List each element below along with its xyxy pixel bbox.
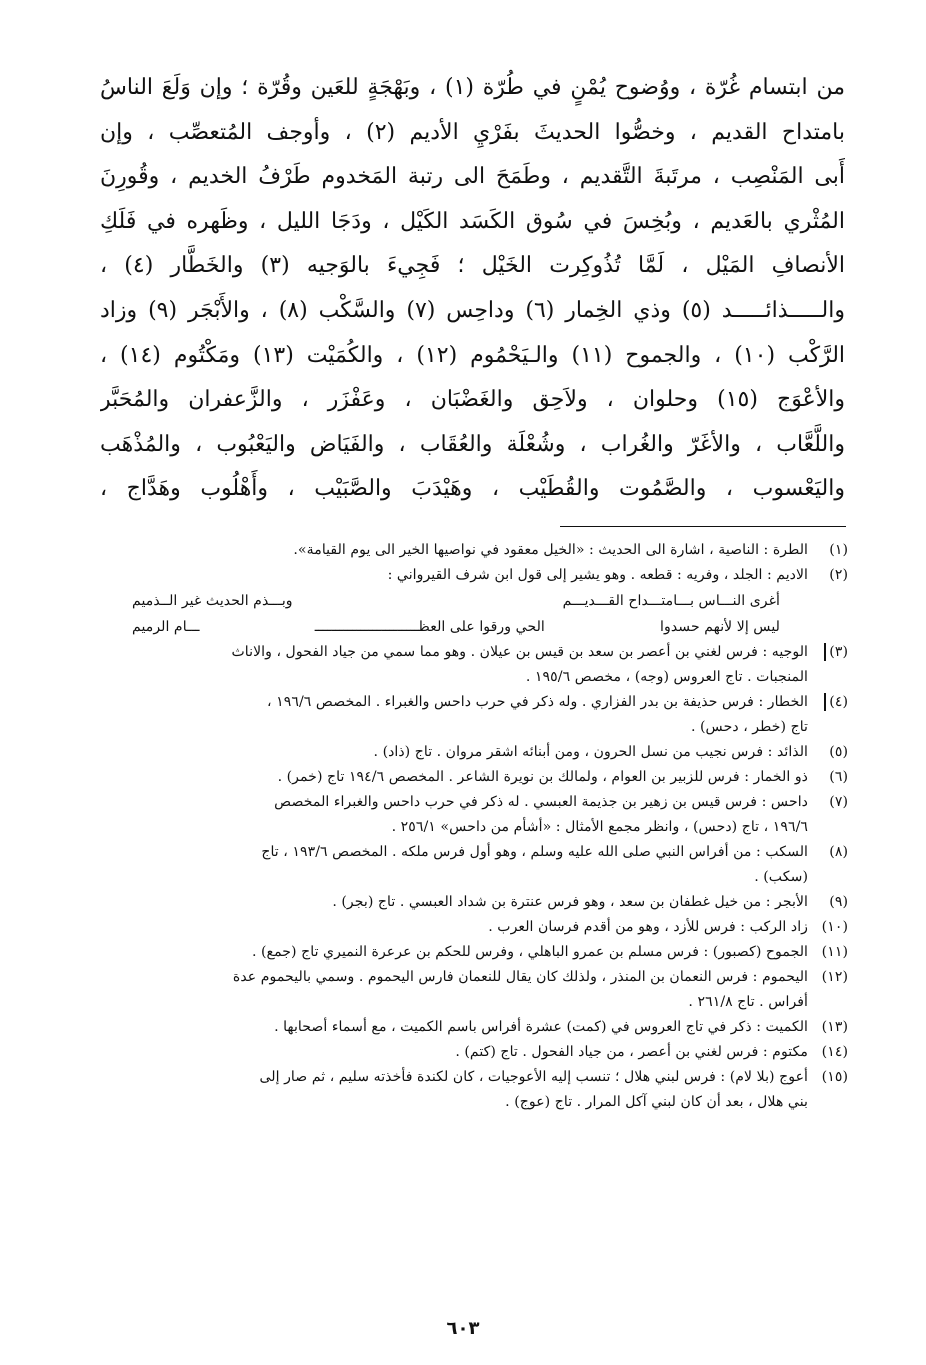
footnote-number: (٢) — [829, 567, 848, 583]
hemistich: ـــام الرميم — [132, 619, 200, 635]
main-text-line: بامتداح القديم ، وخصُّوا الحديثَ بفَرْيِ الأديم (٢) ، وأوجف المُتعصِّب ، وإن — [100, 119, 845, 145]
footnote-text: الطرة : الناصية ، اشارة الى الحديث : «الخيل معقود في نواصيها الخير الى يوم القيامة». — [293, 542, 808, 558]
footnote-text: اليحموم : فرس النعمان بن المنذر ، ولذلك كان يقال للنعمان فارس اليحموم . وسمي باليحموم عدة — [232, 969, 808, 985]
footnote-text: الاديم : الجلد ، وفريه : قطعه . وهو يشير إلى قول ابن شرف القيرواني : — [387, 567, 808, 583]
footnote-number: (١٤) — [821, 1044, 848, 1060]
footnote-text: الجموح (كصبور) : فرس مسلم بن عمرو الباهلي ، وفرس للحكم بن عرعرة النميري تاج (جمع) . — [251, 944, 808, 960]
footnotes — [100, 538, 848, 1115]
footnote-11 — [100, 940, 848, 965]
footnote-text: ذو الخمار : فرس للزبير بن العوام ، ولمالك بن نويرة الشاعر . المخصص ١٩٤/٦ تاج (خمر) . — [277, 769, 808, 785]
footnote-number: (١١) — [821, 944, 848, 960]
footnote-number: (٨) — [829, 844, 848, 860]
main-text-line: من ابتسام غُرّة ، ووُضوح يُمْنٍ في طُرّة (١) ، وبَهْجَةٍ للعَين وقُرّة ؛ وإن وَلَعَ الناسُ — [100, 75, 845, 100]
footnote-14 — [100, 1040, 848, 1065]
footnote-number: (١٥) — [821, 1069, 848, 1085]
footnote-13 — [100, 1015, 848, 1040]
footnote-text: المنجبات . تاج العروس (وجه) ، مخصص ١٩٥/٦ . — [525, 669, 808, 685]
footnote-10 — [100, 915, 848, 940]
main-text-line: الرَّكْب (١٠) ، والجموح (١١) والـيَحْمُوم (١٢) ، والكُمَيْت (١٣) ومَكْتُوم (١٤) ، — [100, 342, 845, 368]
footnote-text: الكميت : ذكر في تاج العروس في (كمت) عشرة أفراس باسم الكميت ، مع أسماء أصحابها . — [274, 1019, 808, 1035]
main-text-line: الأنصافِ المَيْل ، لَمَّا تُذُوكِرت الخَيْل ؛ فَجِيءَ بالوَجيه (٣) والخَطَّار (٤) ، — [100, 253, 845, 279]
footnote-number: (١٢) — [821, 969, 848, 985]
footnote-12 — [100, 965, 848, 1015]
hemistich: ليس إلا لأنهم حسدوا — [660, 619, 780, 635]
footnote-number: (١٠) — [821, 919, 848, 935]
footnote-number: (٤) — [808, 690, 848, 715]
footnote-number: (٦) — [829, 769, 848, 785]
poem-verse-2 — [132, 614, 780, 640]
main-text-line: المُثْري بالعَديم ، وبُخِسَ في سُوق الكَسَد الكَيْل ، ودَجَا الليل ، وظَهره في فَلَكِ — [100, 208, 845, 234]
footnote-1 — [100, 538, 848, 563]
footnote-8 — [100, 840, 848, 890]
footnote-number: (٥) — [829, 744, 848, 760]
poem-verse-1 — [132, 588, 780, 614]
main-text-line: واليَعْسوب ، والصَّمُوت والقُطَيْب ، وهَيْدَبَ والصَّبَيْب ، وأَهْلُوب وهَدَّاج ، — [100, 476, 845, 502]
footnote-text: داحس : فرس قيس بن زهير بن جذيمة العبسي . له ذكر في حرب داحس والغبراء المخصص — [274, 794, 808, 810]
footnote-number: (٧) — [829, 794, 848, 810]
page-number: ٦٠٣ — [446, 1318, 480, 1339]
hemistich: وبـــذم الحديث غير الــذميم — [132, 593, 293, 609]
footnote-text: تاج (خطر ، دحس) . — [690, 719, 808, 735]
footnote-text: (سكب) . — [754, 869, 808, 885]
footnote-9 — [100, 890, 848, 915]
footnote-15 — [100, 1065, 848, 1115]
poem-verses — [132, 588, 780, 640]
footnote-text: زاد الركب : فرس للأزد ، وهو من أقدم فرسان العرب . — [488, 919, 808, 935]
footnote-number: (١٣) — [821, 1019, 848, 1035]
footnote-text: السكب : من أفراس النبي صلى الله عليه وسلم ، وهو أول فرس ملكه . المخصص ١٩٣/٦ ، تاج — [261, 844, 808, 860]
hemistich: أغرى النـــاس بـــامتـــداح القـــديـــم — [562, 593, 780, 609]
footnote-divider — [560, 526, 846, 527]
footnote-text: الوجيه : فرس لغني بن أعصر بن سعد بن قيس بن عيلان . وهو مما سمي من جياد الفحول ، والاناث — [231, 644, 808, 660]
footnote-number: (٣) — [808, 640, 848, 665]
main-text-line: واللَّعَّاب ، والأغَرّ والغُراب ، وشُعْلَة والعُقَاب ، والفَيَاض واليَعْبُوب ، والمُذْهَب — [100, 431, 845, 457]
footnote-text: الأبجر : من خيل غطفان بن سعد ، وهو فرس عنترة بن شداد العبسي . تاج (بجر) . — [332, 894, 808, 910]
footnote-number: (٩) — [829, 894, 848, 910]
main-text-line: والـــــذائـــــد (٥) وذي الخِمار (٦) وداحِس (٧) والسَّكْب (٨) ، والأَبْجَر (٩) وزاد — [100, 297, 845, 323]
main-text-block — [100, 66, 845, 512]
footnote-text: الخطار : فرس حذيفة بن بدر الفزاري . وله ذكر في حرب داحس والغبراء . المخصص ١٩٦/٦ ، — [267, 694, 808, 710]
main-text-line: والأعْوَج (١٥) وحلوان ، ولاَحِق والغَضْبَان ، وعَفْزَر ، والزَّعفران والمُحَبَّر — [100, 387, 845, 413]
footnote-2 — [100, 563, 848, 640]
footnote-text: ١٩٦/٦ ، تاج (دحس) ، وانظر مجمع الأمثال : «أشأم من داحس» ٢٥٦/١ . — [391, 819, 808, 835]
footnote-text: الذائد : فرس نجيب من نسل الحرون ، ومن أبنائه اشقر مروان . تاج (ذاد) . — [373, 744, 808, 760]
footnote-5 — [100, 740, 848, 765]
footnote-text: بني هلال ، بعد أن كان لبني آكل المرار . تاج (عوج) . — [505, 1094, 808, 1110]
footnote-text: مكتوم : فرس لغني بن أعصر ، من جياد الفحول . تاج (كتم) . — [455, 1044, 808, 1060]
footnote-6 — [100, 765, 848, 790]
main-text-line: أَبى المَنْصِب ، مرتَبةَ التَّقديم ، وطَمَحَ الى رتبة المَخدوم طَرْفُ الخديم ، وقُورِنَ — [100, 164, 845, 190]
footnote-text: أفراس . تاج ٢٦١/٨ . — [688, 994, 808, 1010]
footnote-3 — [100, 640, 848, 690]
footnote-text: أعوج (بلا لام) : فرس لبني هلال ؛ تنسب إليه الأعوجيات ، كان لكندة فأخذته سليم ، ثم صار إلى — [259, 1069, 808, 1085]
hemistich: الحي ورقوا على العظـــــــــــــــــــــــــ — [314, 619, 545, 635]
footnote-number: (١) — [829, 542, 848, 558]
footnote-7 — [100, 790, 848, 840]
footnote-4 — [100, 690, 848, 740]
